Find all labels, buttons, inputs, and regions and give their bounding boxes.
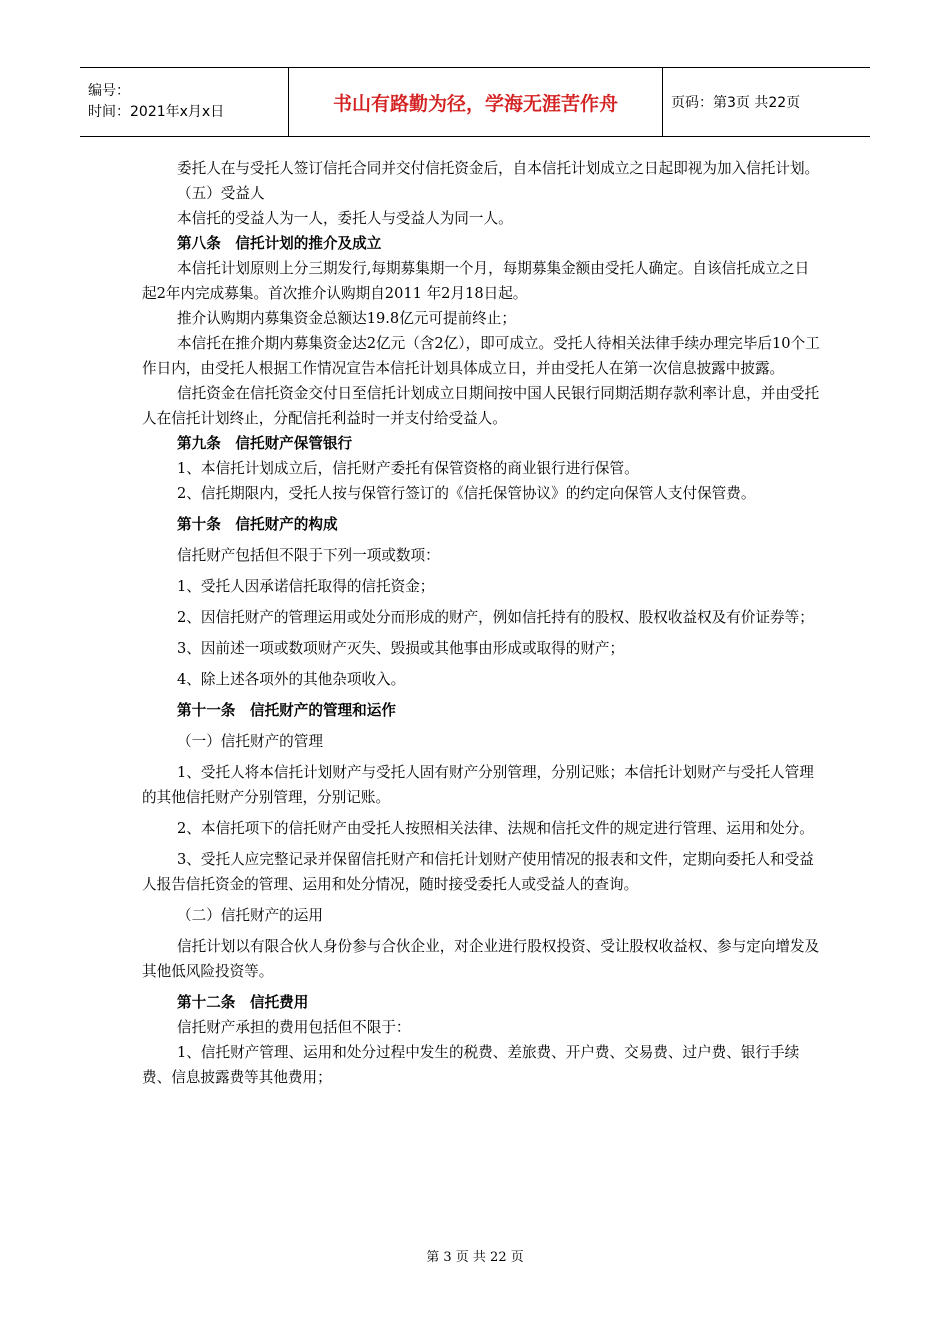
paragraph: 信托资金在信托资金交付日至信托计划成立日期间按中国人民银行同期活期存款利率计息，并由受托人在信托计划终止，分配信托利益时一并支付给受益人。: [142, 385, 820, 427]
paragraph: （五）受益人: [177, 185, 265, 202]
section-heading: 第八条 信托计划的推介及成立: [177, 235, 382, 252]
document-body: [142, 156, 822, 1090]
page-footer: 第 3 页 共 22 页: [426, 1250, 524, 1265]
paragraph: 2、信托期限内，受托人按与保管行签订的《信托保管协议》的约定向保管人支付保管费。: [177, 485, 756, 502]
paragraph: 3、受托人应完整记录并保留信托财产和信托计划财产使用情况的报表和文件，定期向委托人和受益人报告信托资金的管理、运用和处分情况，随时接受委托人或受益人的查询。: [142, 851, 814, 893]
section-heading: 第十条 信托财产的构成: [177, 516, 338, 533]
paragraph: 3、因前述一项或数项财产灭失、毁损或其他事由形成或取得的财产；: [177, 640, 625, 657]
paragraph: 1、受托人因承诺信托取得的信托资金；: [177, 578, 435, 595]
paragraph: 推介认购期内募集资金总额达19.8亿元可提前终止；: [177, 310, 516, 327]
paragraph: 本信托计划原则上分三期发行,每期募集期一个月，每期募集金额由受托人确定。自该信托成立之日起2年内完成募集。首次推介认购期自2011 年2月18日起。: [142, 260, 810, 302]
header-page-number: 页码：第3页 共22页: [663, 68, 871, 137]
paragraph: （一）信托财产的管理: [177, 733, 323, 750]
section-heading: 第九条 信托财产保管银行: [177, 435, 353, 452]
paragraph: 信托计划以有限合伙人身份参与合伙企业，对企业进行股权投资、受让股权收益权、参与定向增发及其他低风险投资等。: [142, 938, 820, 980]
section-heading: 第十二条 信托费用: [177, 994, 309, 1011]
paragraph: 本信托在推介期内募集资金达2亿元（含2亿），即可成立。受托人待相关法律手续办理完毕后10个工作日内，由受托人根据工作情况宣告本信托计划具体成立日，并由受托人在第一次信息披露中披露。: [142, 335, 820, 377]
paragraph: 信托财产包括但不限于下列一项或数项：: [177, 547, 440, 564]
paragraph: 1、受托人将本信托计划财产与受托人固有财产分别管理，分别记账；本信托计划财产与受托人管理的其他信托财产分别管理，分别记账。: [142, 764, 814, 806]
section-heading: 第十一条 信托财产的管理和运作: [177, 702, 396, 719]
paragraph: 本信托的受益人为一人，委托人与受益人为同一人。: [177, 210, 513, 227]
paragraph: （二）信托财产的运用: [177, 907, 323, 924]
paragraph: 1、信托财产管理、运用和处分过程中发生的税费、差旅费、开户费、交易费、过户费、银行手续费、信息披露费等其他费用；: [142, 1044, 800, 1086]
paragraph: 1、本信托计划成立后，信托财产委托有保管资格的商业银行进行保管。: [177, 460, 639, 477]
document-number-label: 编号：: [88, 83, 130, 99]
document-time-label: 时间：2021年x月x日: [88, 104, 225, 120]
paragraph: 委托人在与受托人签订信托合同并交付信托资金后，自本信托计划成立之日起即视为加入信托计划。: [177, 160, 820, 177]
paragraph: 2、本信托项下的信托财产由受托人按照相关法律、法规和信托文件的规定进行管理、运用和处分。: [177, 820, 814, 837]
page-header: [80, 67, 870, 137]
header-meta: [80, 68, 289, 137]
paragraph: 信托财产承担的费用包括但不限于：: [177, 1019, 411, 1036]
header-motto: 书山有路勤为径，学海无涯苦作舟: [289, 68, 663, 137]
paragraph: 2、因信托财产的管理运用或处分而形成的财产，例如信托持有的股权、股权收益权及有价证券等；: [177, 609, 814, 626]
paragraph: 4、除上述各项外的其他杂项收入。: [177, 671, 406, 688]
